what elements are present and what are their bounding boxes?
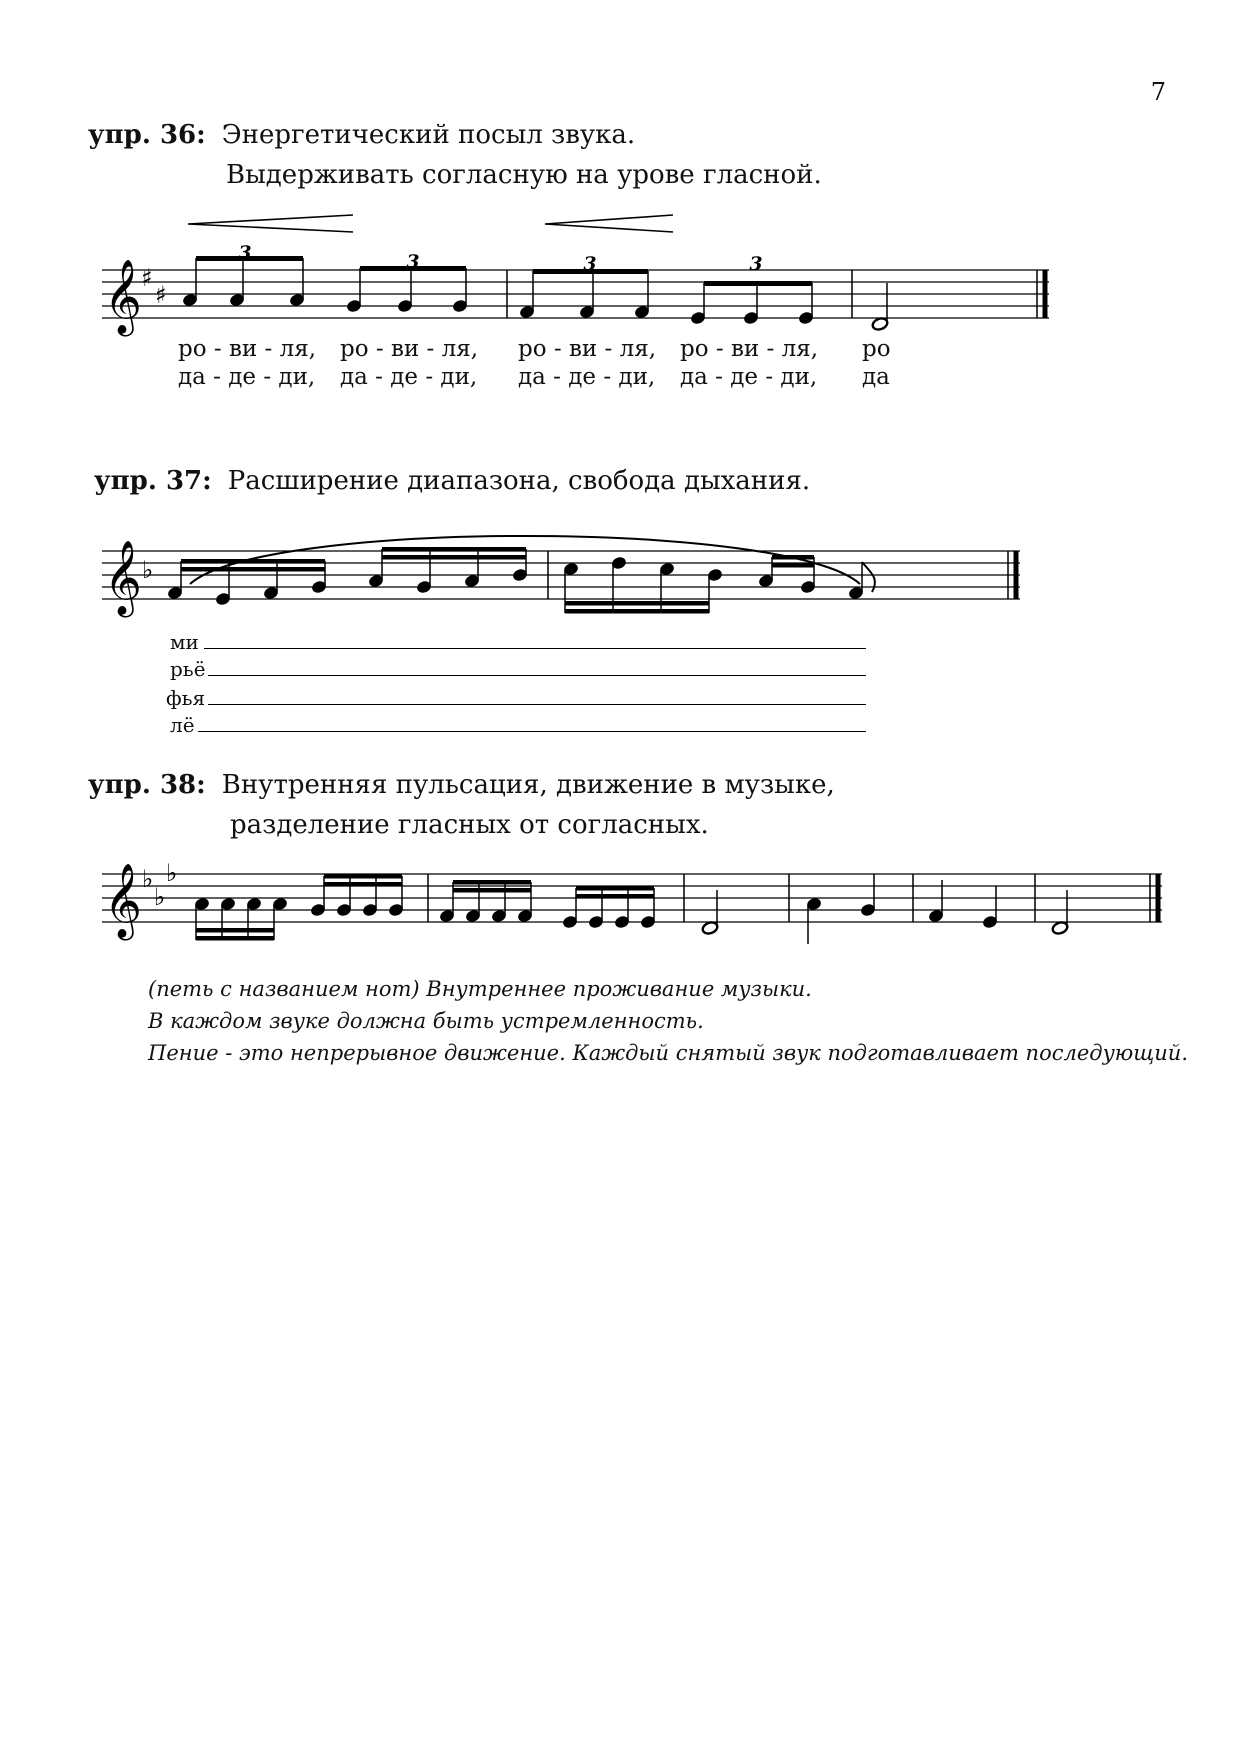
treble-clef: 𝄞 xyxy=(104,541,142,615)
sustain-line xyxy=(198,731,866,732)
ex36-subtitle: Выдерживать согласную на урове гласной. xyxy=(226,160,822,190)
ex38-subtitle: разделение гласных от согласных. xyxy=(230,810,709,840)
sixteenth-group xyxy=(758,555,875,600)
ex38-number: упр. 38: xyxy=(88,770,206,800)
ex36-title: Энергетический посыл звука. xyxy=(221,120,636,150)
instruction-line: Пение - это непрерывное движение. Каждый снятый звук подготавливает последующий. xyxy=(148,1041,1189,1065)
lyric-syllables: да - де - ди, xyxy=(518,364,656,390)
lyric-syllables: да - де - ди, xyxy=(340,364,478,390)
syllable-label: ми xyxy=(170,630,199,654)
ex37-title: Расширение диапазона, свобода дыхания. xyxy=(227,466,811,496)
key-flat: ♭ xyxy=(142,865,154,893)
treble-clef: 𝄞 xyxy=(104,864,142,938)
key-sharp: ♯ xyxy=(155,281,167,309)
lyric-syllables: ро - ви - ля, xyxy=(340,336,479,362)
sixteenth-group xyxy=(194,897,288,940)
half-note xyxy=(1051,890,1069,935)
triplet-mark: 3 xyxy=(583,253,597,275)
sixteenth-group xyxy=(563,556,723,613)
triplet-mark: 3 xyxy=(406,251,420,273)
triplet-mark: 3 xyxy=(749,253,763,275)
key-flat: ♭ xyxy=(142,556,154,584)
lyric-syllables: ро - ви - ля, xyxy=(518,336,657,362)
ex36-heading xyxy=(88,120,635,150)
instruction-line: (петь с названием нот) Внутреннее проживание музыки. xyxy=(148,977,812,1001)
quarter-note xyxy=(982,886,998,929)
ex37-heading xyxy=(94,466,810,496)
ex38-heading xyxy=(88,770,835,800)
sustain-line xyxy=(208,704,866,705)
key-sharp: ♯ xyxy=(141,264,153,292)
ex36-number: упр. 36: xyxy=(88,120,206,150)
ex38-title: Внутренняя пульсация, движение в музыке, xyxy=(221,770,835,800)
key-flat: ♭ xyxy=(154,883,166,911)
lyric-syllables: да xyxy=(862,364,890,390)
lyric-syllables: ро xyxy=(862,336,891,362)
crescendo-hairpin xyxy=(545,215,673,232)
sustain-line xyxy=(208,675,866,676)
triplet-mark: 3 xyxy=(238,242,252,264)
half-note xyxy=(871,283,889,331)
syllable-label: фья xyxy=(166,686,206,710)
ex37-number: упр. 37: xyxy=(94,466,212,496)
sustain-line xyxy=(204,648,866,649)
syllable-label: лё xyxy=(170,713,195,737)
ex38-instructions xyxy=(148,973,1188,1069)
syllable-label: рьё xyxy=(170,657,206,681)
treble-clef: 𝄞 xyxy=(104,260,142,334)
lyric-syllables: да - де - ди, xyxy=(680,364,818,390)
lyric-syllables: да - де - ди, xyxy=(178,364,316,390)
crescendo-hairpin xyxy=(188,215,353,232)
key-flat: ♭ xyxy=(166,859,178,887)
quarter-note xyxy=(860,874,876,917)
page-number: 7 xyxy=(1150,78,1166,106)
half-note xyxy=(701,890,719,935)
ex38-staff xyxy=(0,860,1242,980)
instruction-line: В каждом звуке должна быть устремленность. xyxy=(148,1009,704,1033)
lyric-syllables: ро - ви - ля, xyxy=(178,336,317,362)
quarter-note xyxy=(806,897,822,944)
lyric-syllables: ро - ви - ля, xyxy=(680,336,819,362)
